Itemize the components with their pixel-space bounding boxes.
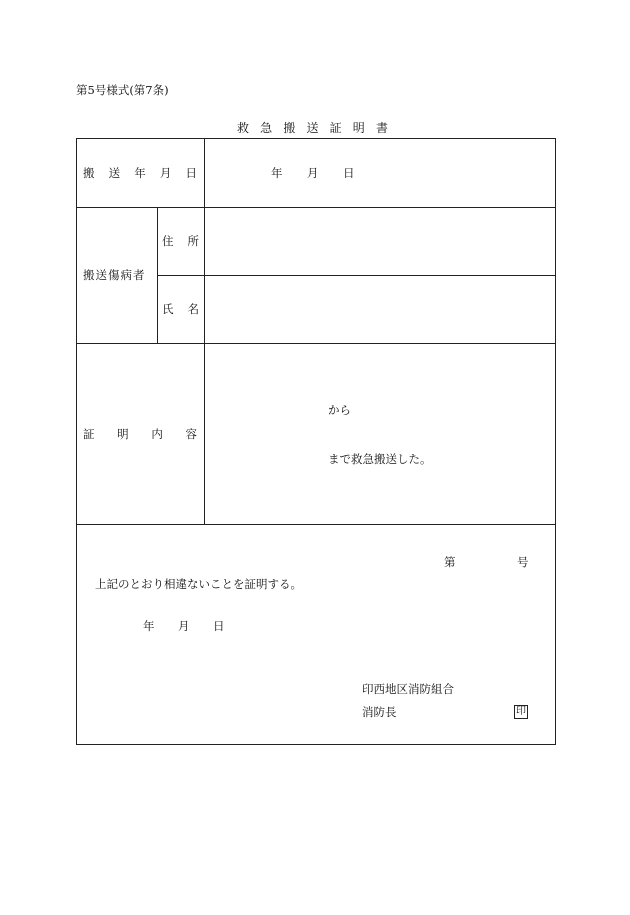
title-char: 急 xyxy=(260,121,273,135)
number-suffix: 号 xyxy=(517,555,529,569)
issue-month-field[interactable]: 月 xyxy=(178,619,190,633)
transport-month-field[interactable]: 月 xyxy=(307,166,319,180)
title-char: 証 xyxy=(329,121,342,135)
issue-year-field[interactable]: 年 xyxy=(143,619,155,633)
form-number: 第5号様式(第7条) xyxy=(76,83,169,97)
fire-chief-title: 消防長 xyxy=(362,705,397,719)
column-divider xyxy=(157,207,158,343)
transport-date-label: 搬 送 年 月 日 xyxy=(83,166,197,180)
transport-day-field[interactable]: 日 xyxy=(343,166,355,180)
issue-day-field[interactable]: 日 xyxy=(213,619,225,633)
transport-year-field[interactable]: 年 xyxy=(271,166,283,180)
name-label: 氏 名 xyxy=(162,302,199,316)
title-char: 送 xyxy=(306,121,319,135)
row-divider xyxy=(77,524,555,525)
document-title xyxy=(237,122,388,134)
title-char: 救 xyxy=(237,121,250,135)
title-char: 明 xyxy=(352,121,365,135)
content-to-text: まで救急搬送した。 xyxy=(328,452,432,466)
name-field[interactable] xyxy=(205,276,555,343)
certificate-form xyxy=(76,138,556,745)
content-from-text: から xyxy=(328,403,351,417)
number-prefix: 第 xyxy=(444,555,456,569)
address-field[interactable] xyxy=(205,208,555,275)
patient-label: 搬送傷病者 xyxy=(83,268,146,282)
title-char: 書 xyxy=(375,121,388,135)
row-divider xyxy=(77,343,555,344)
seal-mark: 印 xyxy=(516,706,526,717)
title-char: 搬 xyxy=(283,121,296,135)
content-label: 証 明 内 容 xyxy=(83,427,197,441)
address-label: 住 所 xyxy=(162,234,199,248)
certification-statement: 上記のとおり相違ないことを証明する。 xyxy=(95,577,302,591)
issuing-organization: 印西地区消防組合 xyxy=(362,682,454,696)
